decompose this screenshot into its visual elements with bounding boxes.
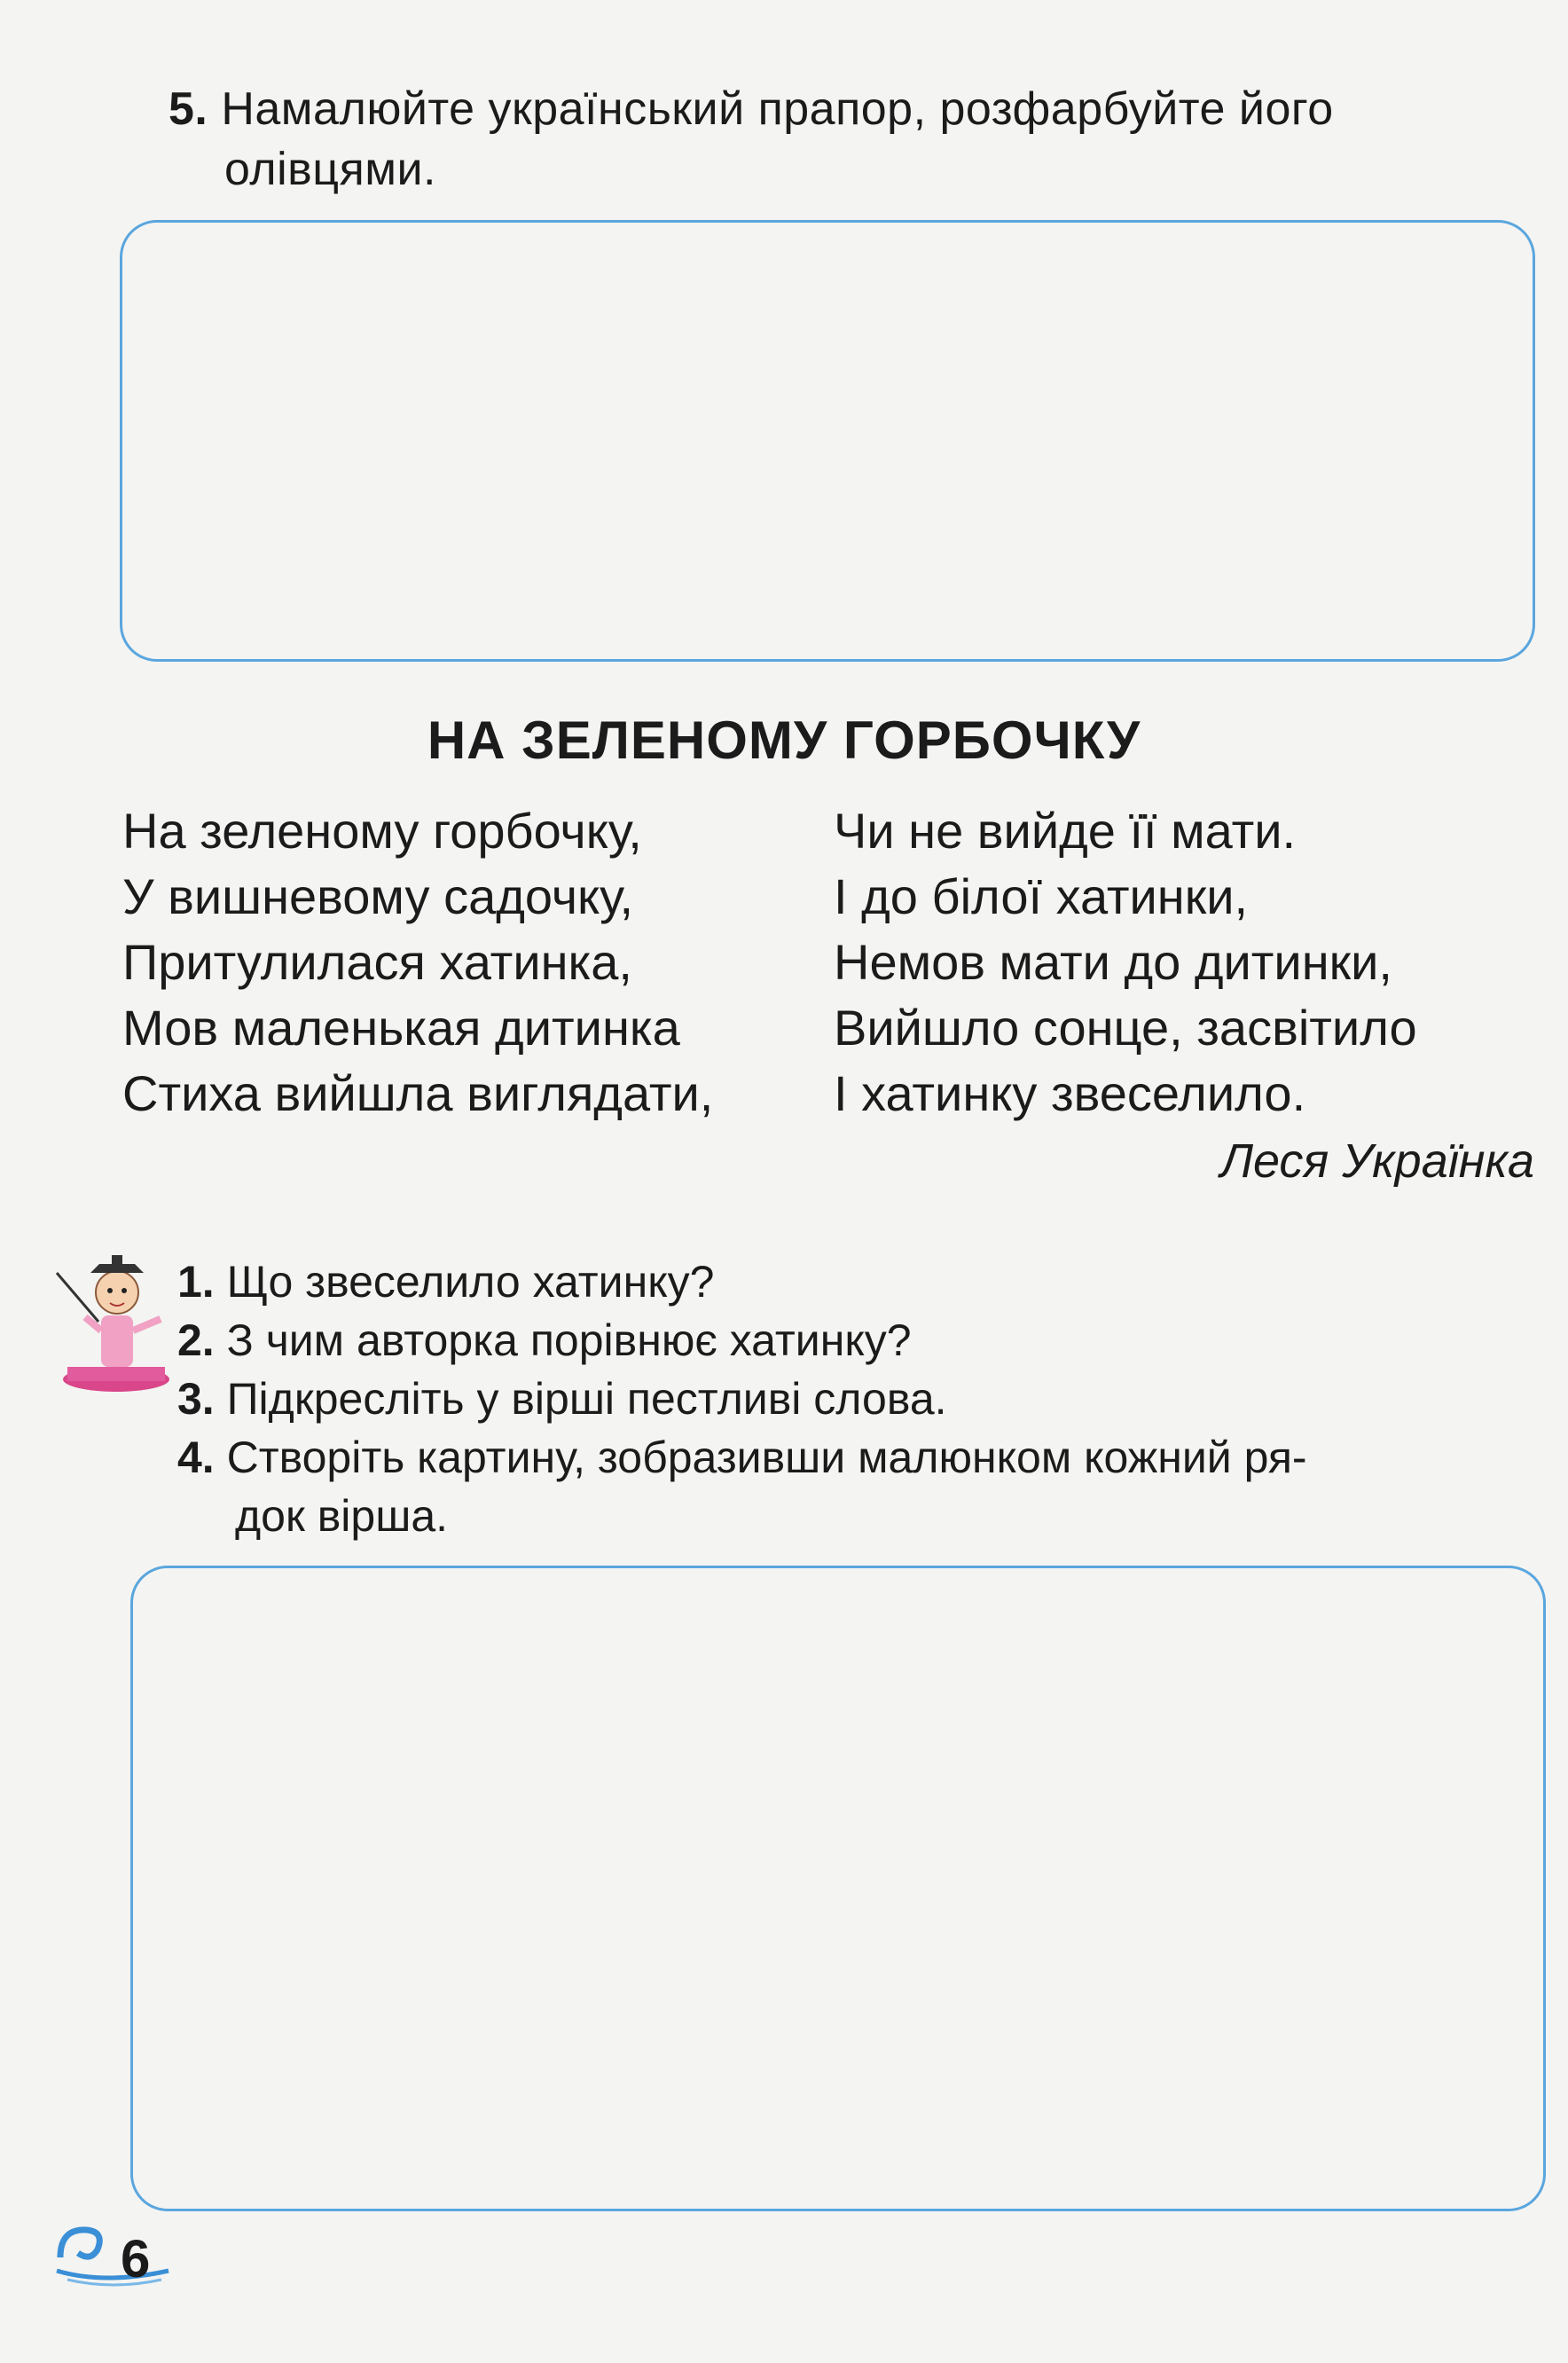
poem-drawing-frame[interactable] bbox=[130, 1566, 1546, 2211]
professor-with-pointer-icon bbox=[50, 1237, 183, 1397]
question-text: Що звеселило хатинку? bbox=[226, 1257, 715, 1307]
poem-author: Леся Українка bbox=[1219, 1134, 1534, 1188]
poem-line: На зеленому горбочку, bbox=[122, 803, 642, 859]
poem-right-column bbox=[834, 798, 1417, 1127]
question-text: Підкресліть у вірші пестливі слова. bbox=[226, 1374, 947, 1424]
question-3 bbox=[177, 1370, 947, 1428]
question-number: 2. bbox=[177, 1315, 215, 1365]
task-5-line2: олівцями. bbox=[224, 144, 436, 195]
poem-line: Притулилася хатинка, bbox=[122, 934, 632, 990]
poem-left-column bbox=[122, 798, 713, 1127]
question-number: 3. bbox=[177, 1374, 215, 1424]
task-text-line1: Намалюйте український прапор, розфарбуйте його bbox=[221, 83, 1334, 135]
poem-line: Стиха вийшла виглядати, bbox=[122, 1065, 714, 1121]
task-5 bbox=[169, 80, 1334, 138]
poem-line: І до білої хатинки, bbox=[834, 868, 1249, 924]
wave-swirl-icon bbox=[51, 2218, 176, 2288]
poem-line: Чи не вийде її мати. bbox=[834, 803, 1297, 859]
question-text: З чим авторка порівнює хатинку? bbox=[226, 1315, 912, 1365]
question-number: 1. bbox=[177, 1257, 215, 1307]
poem-title: НА ЗЕЛЕНОМУ ГОРБОЧКУ bbox=[427, 710, 1141, 770]
question-2 bbox=[177, 1311, 912, 1370]
question-1 bbox=[177, 1252, 714, 1311]
question-number: 4. bbox=[177, 1433, 215, 1482]
page-number: 6 bbox=[121, 2229, 151, 2288]
poem-line: У вишневому садочку, bbox=[122, 868, 634, 924]
poem-line: Немов мати до дитинки, bbox=[834, 934, 1392, 990]
poem-line: Мов маленькая дитинка bbox=[122, 1000, 680, 1056]
question-4 bbox=[177, 1428, 1307, 1487]
flag-drawing-frame[interactable] bbox=[120, 220, 1535, 662]
task-number: 5. bbox=[169, 83, 208, 135]
poem-line: Вийшло сонце, засвітило bbox=[834, 1000, 1417, 1056]
poem-line: І хатинку звеселило. bbox=[834, 1065, 1306, 1121]
question-text: Створіть картину, зобразивши малюнком кожний ря- bbox=[226, 1433, 1307, 1482]
question-4-continuation: док вірша. bbox=[235, 1491, 449, 1541]
